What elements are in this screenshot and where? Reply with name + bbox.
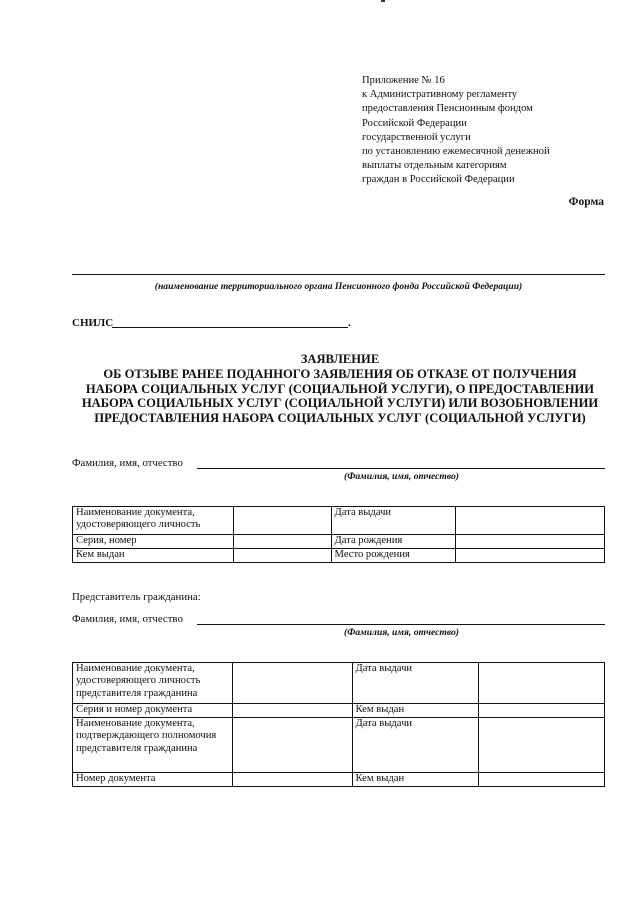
appendix-line: по установлению ежемесячной денежной: [362, 146, 550, 158]
birth-place-value[interactable]: [456, 549, 605, 563]
citizen-fio-label: Фамилия, имя, отчество: [72, 457, 183, 469]
organ-name-field[interactable]: [72, 274, 605, 275]
citizen-document-table: [72, 506, 605, 563]
appendix-line: государственной услуги: [362, 131, 471, 143]
appendix-line: к Административному регламенту: [362, 89, 518, 101]
series-number-label: Серия, номер: [73, 535, 234, 549]
doc-name-value[interactable]: [233, 507, 331, 535]
rep-doc-name-value[interactable]: [232, 663, 352, 704]
rep-issue-date-value[interactable]: [479, 663, 605, 704]
table-row: [73, 535, 605, 549]
table-row: [73, 704, 605, 718]
scan-mark: [381, 0, 385, 2]
title-line: НАБОРА СОЦИАЛЬНЫХ УСЛУГ (СОЦИАЛЬНОЙ УСЛУГИ), О ПРЕДОСТАВЛЕНИИ: [85, 381, 595, 396]
snils-end: .: [348, 317, 351, 329]
birth-date-value[interactable]: [456, 535, 605, 549]
snils-field[interactable]: [112, 327, 348, 328]
rep-issued-by-label: Кем выдан: [352, 704, 479, 718]
doc-name-label: Наименование документа, удостоверяющего личность: [73, 507, 234, 535]
birth-date-label: Дата рождения: [331, 535, 456, 549]
appendix-line: граждан в Российской Федерации: [362, 174, 515, 186]
authority-issue-date-label: Дата выдачи: [352, 718, 479, 773]
rep-fio-label: Фамилия, имя, отчество: [72, 613, 183, 625]
birth-place-label: Место рождения: [331, 549, 456, 563]
citizen-fio-field[interactable]: [197, 468, 605, 469]
snils-label: СНИЛС: [72, 317, 114, 329]
authority-issued-by-label: Кем выдан: [352, 773, 479, 787]
authority-issued-by-value[interactable]: [479, 773, 605, 787]
rep-series-number-label: Серия и номер документа: [73, 704, 233, 718]
issued-by-label: Кем выдан: [73, 549, 234, 563]
title-line: ПРЕДОСТАВЛЕНИЯ НАБОРА СОЦИАЛЬНЫХ УСЛУГ (СОЦИАЛЬНОЙ УСЛУГИ): [94, 411, 586, 426]
appendix-line: Российской Федерации: [362, 117, 467, 129]
authority-doc-value[interactable]: [232, 718, 352, 773]
representative-heading: Представитель гражданина:: [72, 591, 201, 603]
issue-date-label: Дата выдачи: [331, 507, 456, 535]
table-row: [73, 718, 605, 773]
rep-issue-date-label: Дата выдачи: [352, 663, 479, 704]
authority-doc-label: Наименование документа, подтверждающего полномочия представителя гражданина: [73, 718, 233, 773]
document-title: [60, 352, 620, 426]
table-row: [73, 663, 605, 704]
series-number-value[interactable]: [233, 535, 331, 549]
rep-doc-name-label: Наименование документа, удостоверяющего личность представителя гражданина: [73, 663, 233, 704]
appendix-line: Приложение № 16: [362, 75, 445, 86]
rep-issued-by-value[interactable]: [479, 704, 605, 718]
table-row: [73, 507, 605, 535]
table-row: [73, 549, 605, 563]
rep-fio-caption: (Фамилия, имя, отчество): [344, 627, 459, 638]
appendix-line: выплаты отдельным категориям: [362, 160, 507, 172]
issued-by-value[interactable]: [233, 549, 331, 563]
appendix-line: предоставления Пенсионным фондом: [362, 103, 533, 115]
issue-date-value[interactable]: [456, 507, 605, 535]
organ-name-caption: (наименование территориального органа Пенсионного фонда Российской Федерации): [154, 281, 523, 292]
rep-series-number-value[interactable]: [232, 704, 352, 718]
title-line: НАБОРА СОЦИАЛЬНЫХ УСЛУГ (СОЦИАЛЬНОЙ УСЛУГИ) ИЛИ ВОЗОБНОВЛЕНИИ: [81, 396, 599, 411]
appendix-header: [362, 74, 550, 188]
table-row: [73, 773, 605, 787]
rep-fio-field[interactable]: [197, 624, 605, 625]
authority-number-value[interactable]: [232, 773, 352, 787]
representative-document-table: [72, 662, 605, 787]
authority-number-label: Номер документа: [73, 773, 233, 787]
citizen-fio-caption: (Фамилия, имя, отчество): [344, 471, 459, 482]
title-line: ОБ ОТЗЫВЕ РАНЕЕ ПОДАННОГО ЗАЯВЛЕНИЯ ОБ ОТКАЗЕ ОТ ПОЛУЧЕНИЯ: [103, 366, 577, 381]
form-label: Форма: [568, 196, 604, 208]
authority-issue-date-value[interactable]: [479, 718, 605, 773]
title-line: ЗАЯВЛЕНИЕ: [300, 352, 380, 366]
